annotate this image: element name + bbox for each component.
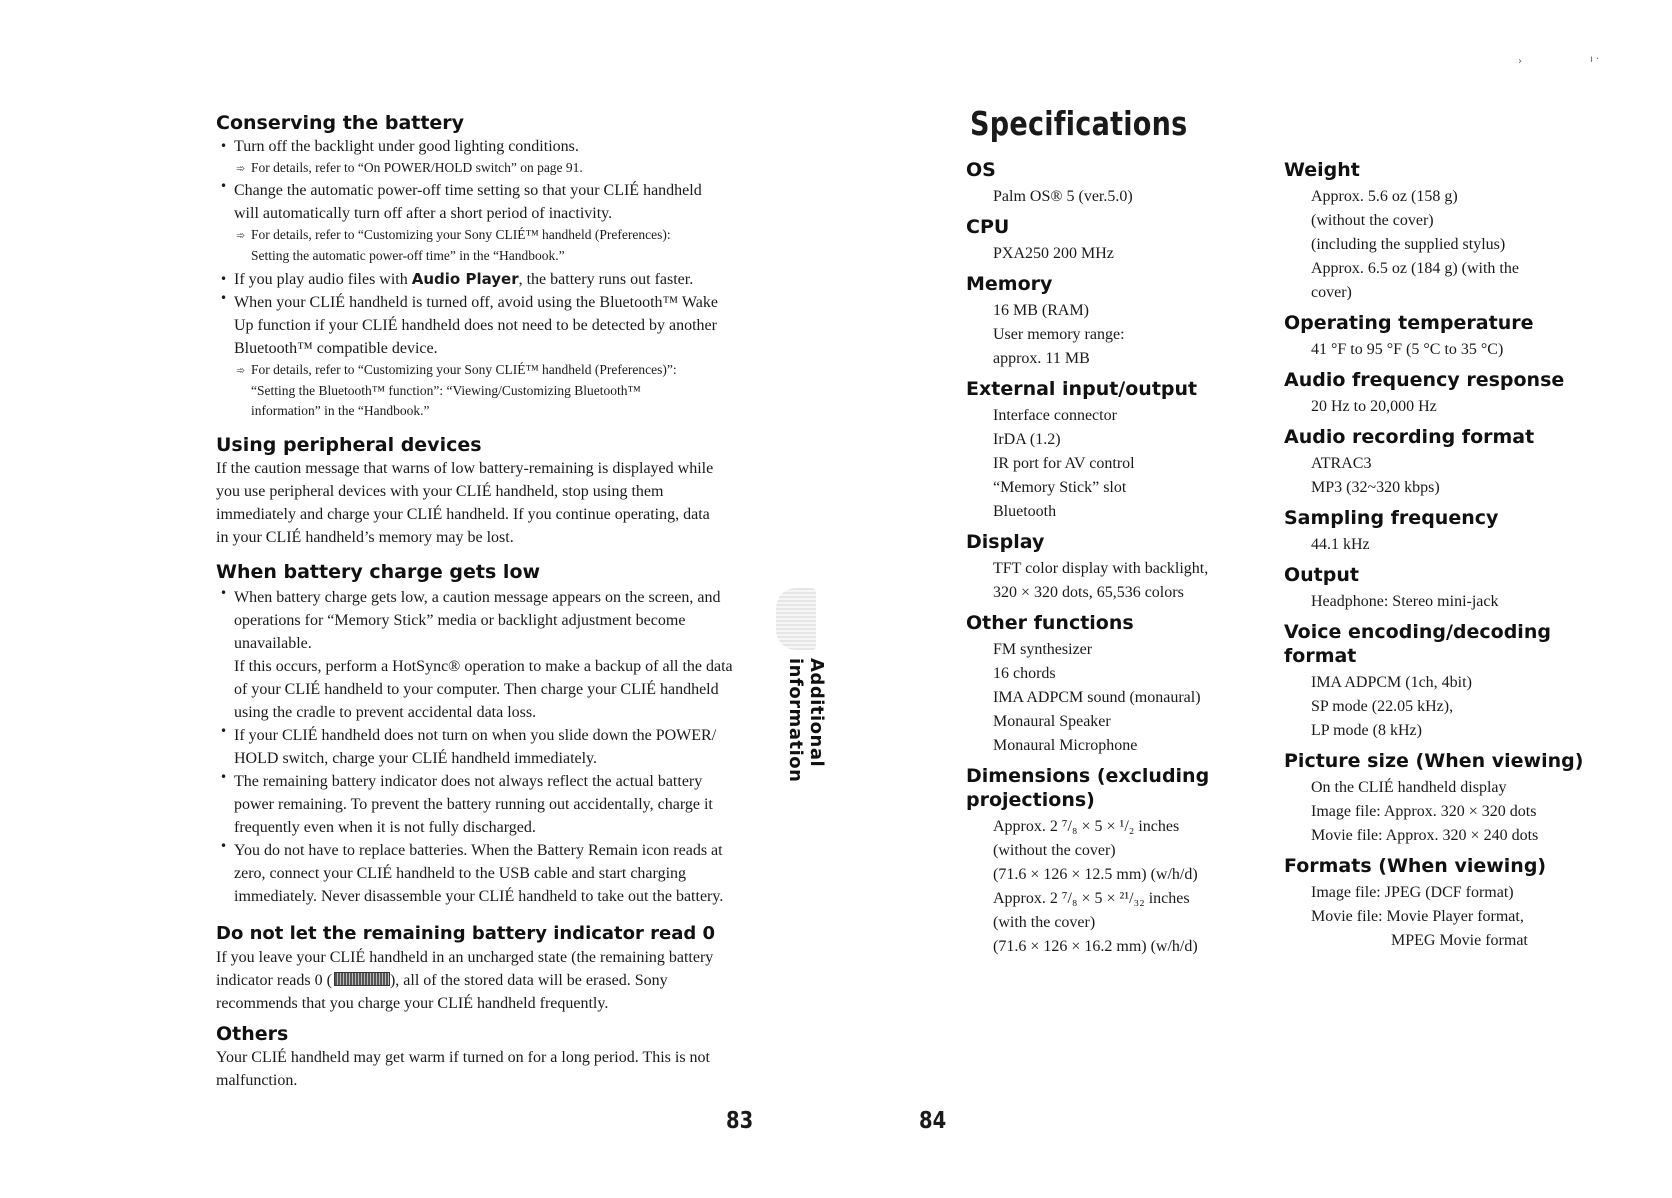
- spec-heading: Audio frequency response: [1284, 369, 1565, 391]
- text-line-with-icon: [216, 969, 756, 992]
- spec-heading: Picture size (When viewing): [1284, 750, 1584, 772]
- heading-battery-low: When battery charge gets low: [216, 561, 541, 583]
- spec-item: [966, 158, 1236, 209]
- text-line: Bluetooth™ compatible device.: [234, 340, 438, 357]
- spec-value: ATRAC3: [1311, 455, 1372, 472]
- spec-value: Approx. 6.5 oz (184 g) (with the: [1311, 260, 1519, 277]
- note-power-hold: [216, 158, 756, 179]
- text-line: in your CLIÉ handheld’s memory may be lost.: [216, 529, 514, 546]
- spec-item: [1284, 563, 1584, 614]
- text-line: of your CLIÉ handheld to your computer. Then charge your CLIÉ handheld: [234, 681, 719, 698]
- spec-value: Approx. 2 ⁷/₈ × 5 × ¹/₂ inches: [993, 818, 1180, 835]
- text-line: you use peripheral devices with your CLIÉ handheld, stop using them: [216, 483, 664, 500]
- spec-item: [1284, 425, 1584, 500]
- spec-value: 320 × 320 dots, 65,536 colors: [993, 584, 1184, 601]
- spec-value: Movie file: Movie Player format,: [1311, 908, 1524, 925]
- note-text: information” in the “Handbook.”: [251, 403, 430, 418]
- text-line: operations for “Memory Stick” media or backlight adjustment become: [234, 612, 686, 629]
- spec-item: [966, 272, 1236, 371]
- spec-value: “Memory Stick” slot: [993, 479, 1127, 496]
- text-line: HOLD switch, charge your CLIÉ handheld immediately.: [234, 750, 598, 767]
- spec-value: Interface connector: [993, 407, 1117, 424]
- text-line: using the cradle to prevent accidental data loss.: [234, 704, 537, 721]
- spec-values: [966, 404, 1236, 524]
- spec-value: Bluetooth: [993, 503, 1057, 520]
- spec-value: SP mode (22.05 kHz),: [1311, 698, 1454, 715]
- spec-value: (including the supplied stylus): [1311, 236, 1506, 253]
- spec-heading: Voice encoding/decoding format: [1284, 621, 1551, 667]
- text-line: immediately and charge your CLIÉ handheld. If you continue operating, data: [216, 506, 710, 523]
- spec-value: IMA ADPCM sound (monaural): [993, 689, 1201, 706]
- spec-item: [1284, 368, 1584, 419]
- note-preferences: [216, 225, 756, 266]
- text-line: power remaining. To prevent the battery running out accidentally, charge it: [234, 796, 713, 813]
- heading-others: Others: [216, 1023, 289, 1045]
- spec-column-2: [1284, 158, 1584, 959]
- text-line: • The remaining battery indicator does not always reflect the actual battery: [234, 773, 703, 790]
- spec-values: [1284, 395, 1584, 419]
- spec-value: Image file: JPEG (DCF format): [1311, 884, 1514, 901]
- spec-heading: Output: [1284, 564, 1359, 586]
- page-number-right: 84: [919, 1108, 947, 1134]
- spec-heading: Dimensions (excluding projections): [966, 765, 1210, 811]
- spec-value: PXA250 200 MHz: [993, 245, 1114, 262]
- spec-heading: OS: [966, 159, 996, 181]
- spec-value: 41 °F to 95 °F (5 °C to 35 °C): [1311, 341, 1504, 358]
- spec-values: [966, 299, 1236, 371]
- text-span: If you play audio files with: [234, 271, 408, 288]
- bullet-caution-message: [216, 586, 756, 724]
- spec-value: approx. 11 MB: [993, 350, 1090, 367]
- spec-heading: Other functions: [966, 612, 1134, 634]
- spec-values: [966, 242, 1236, 266]
- spec-values: [966, 815, 1236, 959]
- heading-indicator-zero: Do not let the remaining battery indicator read 0: [216, 923, 716, 944]
- spec-value: Headphone: Stereo mini-jack: [1311, 593, 1499, 610]
- spec-values: [1284, 590, 1584, 614]
- bullet-replace-batteries: [216, 839, 756, 908]
- text-line: zero, connect your CLIÉ handheld to the USB cable and start charging: [234, 865, 687, 882]
- spec-value: Monaural Speaker: [993, 713, 1111, 730]
- text-line: • If your CLIÉ handheld does not turn on when you slide down the POWER/: [234, 727, 717, 744]
- spec-heading: Memory: [966, 273, 1053, 295]
- spec-item: [966, 764, 1236, 959]
- spec-value: IR port for AV control: [993, 455, 1135, 472]
- spec-value: TFT color display with backlight,: [993, 560, 1209, 577]
- note-text: For details, refer to “On POWER/HOLD switch” on page 91.: [251, 160, 583, 175]
- section-battery-low: [216, 560, 756, 908]
- spec-value: Palm OS® 5 (ver.5.0): [993, 188, 1133, 205]
- note-text: For details, refer to “Customizing your Sony CLIÉ™ handheld (Preferences)”:: [251, 362, 677, 377]
- scan-mark: ›: [1518, 56, 1522, 67]
- text-span: ), all of the stored data will be erased. Sony: [389, 972, 668, 989]
- battery-empty-icon: [334, 972, 390, 986]
- spec-value: cover): [1311, 284, 1352, 301]
- spec-value: (with the cover): [993, 914, 1096, 931]
- spec-item: [1284, 749, 1584, 848]
- spec-heading: Weight: [1284, 159, 1360, 181]
- text-line: If the caution message that warns of low battery-remaining is displayed while: [216, 460, 714, 477]
- spec-item: [1284, 620, 1584, 743]
- text-line: • Change the automatic power-off time setting so that your CLIÉ handheld: [234, 182, 702, 199]
- spec-heading: Formats (When viewing): [1284, 855, 1547, 877]
- text-span: , the battery runs out faster.: [518, 271, 694, 288]
- page-title: Specifications: [970, 104, 1188, 143]
- text-line: will automatically turn off after a short period of inactivity.: [234, 205, 613, 222]
- heading-conserving-battery: Conserving the battery: [216, 112, 465, 134]
- spec-item: [1284, 506, 1584, 557]
- text-line: If this occurs, perform a HotSync® operation to make a backup of all the data: [234, 658, 733, 675]
- spec-heading: Operating temperature: [1284, 312, 1534, 334]
- spec-value: (without the cover): [993, 842, 1116, 859]
- spec-heading: CPU: [966, 216, 1010, 238]
- section-peripheral-devices: [216, 433, 756, 549]
- spec-item: [966, 530, 1236, 605]
- text-span: indicator reads 0 (: [216, 972, 332, 989]
- side-tab: [766, 588, 826, 878]
- spec-value: (71.6 × 126 × 16.2 mm) (w/h/d): [993, 938, 1198, 955]
- spec-item: [966, 611, 1236, 758]
- spec-values: [966, 557, 1236, 605]
- page-number-left: 83: [726, 1108, 754, 1134]
- spec-value: On the CLIÉ handheld display: [1311, 779, 1507, 796]
- spec-value: LP mode (8 kHz): [1311, 722, 1422, 739]
- bullet-backlight: • Turn off the backlight under good lighting conditions.: [216, 135, 756, 158]
- text-line: recommends that you charge your CLIÉ handheld frequently.: [216, 995, 609, 1012]
- spec-item: [1284, 854, 1584, 953]
- spec-value: User memory range:: [993, 326, 1125, 343]
- spec-heading: Audio recording format: [1284, 426, 1535, 448]
- spec-item: [1284, 311, 1584, 362]
- note-text: For details, refer to “Customizing your Sony CLIÉ™ handheld (Preferences):: [251, 227, 671, 242]
- section-conserving-battery: [216, 111, 756, 421]
- note-arrow-icon: ➾: [236, 162, 246, 175]
- spec-values: [1284, 881, 1584, 953]
- bullet-auto-off: [216, 179, 756, 225]
- spec-values: [1284, 671, 1584, 743]
- spec-value: 16 chords: [993, 665, 1056, 682]
- scan-mark: ı ·: [1590, 54, 1600, 65]
- spec-heading: External input/output: [966, 378, 1198, 400]
- spec-value: MP3 (32~320 kbps): [1311, 479, 1440, 496]
- spec-value: 16 MB (RAM): [993, 302, 1090, 319]
- text-line: • When your CLIÉ handheld is turned off, avoid using the Bluetooth™ Wake: [234, 294, 718, 311]
- spec-value: FM synthesizer: [993, 641, 1093, 658]
- spec-value: Movie file: Approx. 320 × 240 dots: [1311, 827, 1539, 844]
- spec-values: [1284, 533, 1584, 557]
- text-line: • You do not have to replace batteries. When the Battery Remain icon reads at: [234, 842, 723, 859]
- spec-value: Approx. 2 ⁷/₈ × 5 × ²¹/₃₂ inches: [993, 890, 1190, 907]
- spec-value: Approx. 5.6 oz (158 g): [1311, 188, 1458, 205]
- note-text: Setting the automatic power-off time” in the “Handbook.”: [251, 248, 565, 263]
- bullet-remaining-indicator: [216, 770, 756, 839]
- spec-value: IrDA (1.2): [993, 431, 1061, 448]
- section-others: [216, 1022, 756, 1092]
- side-tab-label: Additional information: [785, 658, 827, 783]
- text-line: immediately. Never disassemble your CLIÉ handheld to take out the battery.: [234, 888, 724, 905]
- spec-values: [1284, 776, 1584, 848]
- text-line: If you leave your CLIÉ handheld in an uncharged state (the remaining battery: [216, 949, 714, 966]
- spec-item: [966, 377, 1236, 524]
- bullet-audio-player: [216, 268, 756, 291]
- bullet-power-hold: [216, 724, 756, 770]
- spec-value: IMA ADPCM (1ch, 4bit): [1311, 674, 1472, 691]
- spec-values: [1284, 185, 1584, 305]
- text-line: unavailable.: [234, 635, 312, 652]
- spec-column-1: [966, 158, 1236, 965]
- note-arrow-icon: ➾: [236, 229, 246, 242]
- spec-value: (without the cover): [1311, 212, 1434, 229]
- note-arrow-icon: ➾: [236, 364, 246, 377]
- spec-heading: Sampling frequency: [1284, 507, 1499, 529]
- spec-value: Image file: Approx. 320 × 320 dots: [1311, 803, 1537, 820]
- app-name: Audio Player: [411, 270, 519, 288]
- text-line: • When battery charge gets low, a caution message appears on the screen, and: [234, 589, 721, 606]
- section-indicator-zero: [216, 922, 756, 1015]
- spec-value: (71.6 × 126 × 12.5 mm) (w/h/d): [993, 866, 1198, 883]
- spec-item: [1284, 158, 1584, 305]
- spec-values: [966, 185, 1236, 209]
- note-text: “Setting the Bluetooth™ function”: “Viewing/Customizing Bluetooth™: [251, 383, 641, 398]
- spec-value: 44.1 kHz: [1311, 536, 1370, 553]
- spec-value: Monaural Microphone: [993, 737, 1138, 754]
- spec-value: 20 Hz to 20,000 Hz: [1311, 398, 1437, 415]
- spec-value: MPEG Movie format: [1391, 932, 1528, 949]
- spec-values: [966, 638, 1236, 758]
- text-line: Your CLIÉ handheld may get warm if turned on for a long period. This is not: [216, 1049, 710, 1066]
- bullet-bluetooth-wake: [216, 291, 756, 360]
- text-line: frequently even when it is not fully discharged.: [234, 819, 536, 836]
- text-line: malfunction.: [216, 1072, 298, 1089]
- heading-peripheral-devices: Using peripheral devices: [216, 434, 482, 456]
- spec-values: [1284, 338, 1584, 362]
- note-bluetooth: [216, 360, 756, 421]
- spec-values: [1284, 452, 1584, 500]
- text-line: Up function if your CLIÉ handheld does not need to be detected by another: [234, 317, 717, 334]
- tab-shade: [776, 588, 816, 650]
- spec-heading: Display: [966, 531, 1045, 553]
- spec-item: [966, 215, 1236, 266]
